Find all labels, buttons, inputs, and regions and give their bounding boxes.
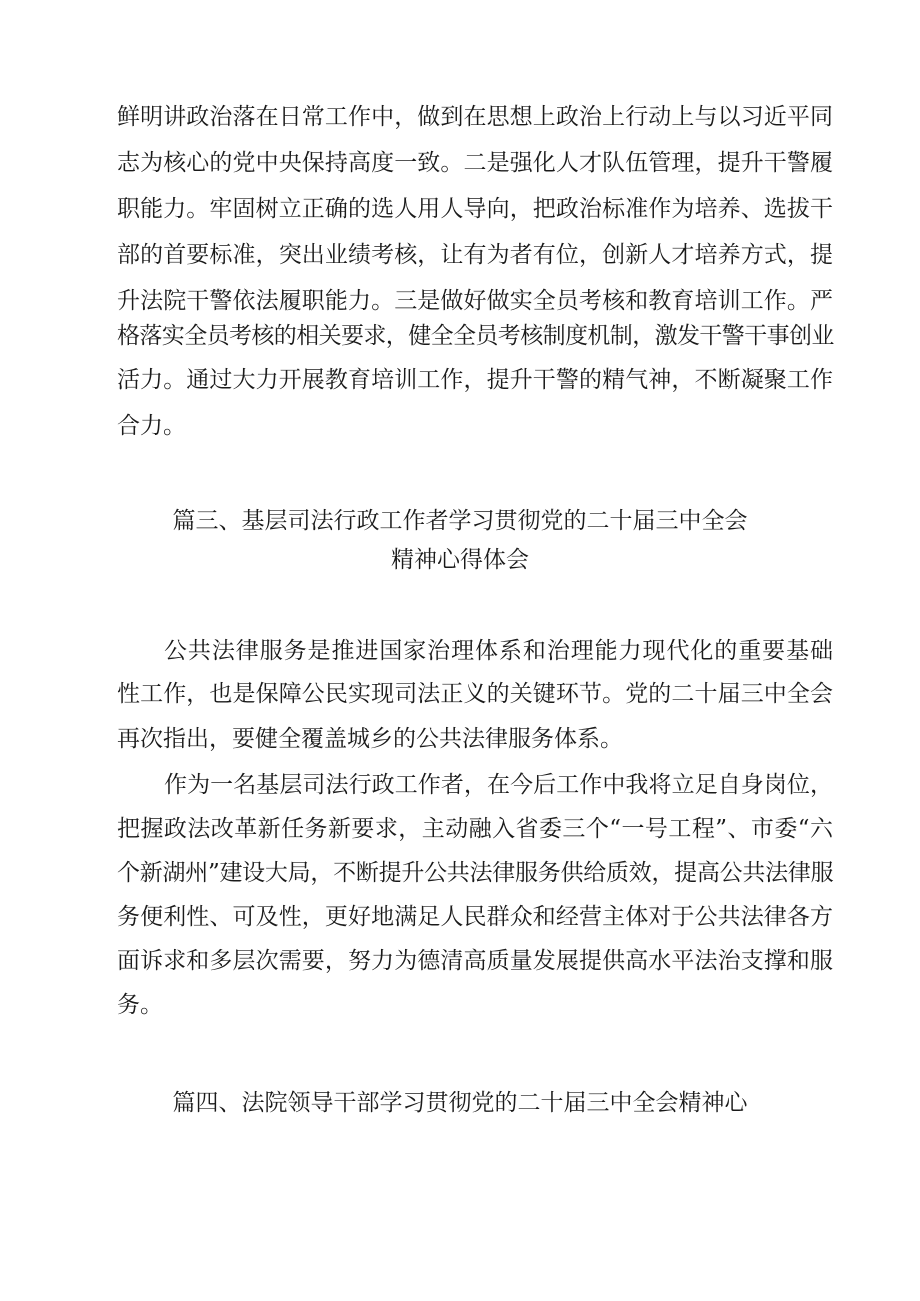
paragraph-line: 职能力。牢固树立正确的选人用人导向，把政治标准作为培养、选拔干: [117, 196, 833, 222]
paragraph-line: 合力。: [117, 413, 186, 439]
paragraph-line: 部的首要标准，突出业绩考核，让有为者有位，创新人才培养方式，提: [117, 242, 833, 268]
paragraph-line: 活力。通过大力开展教育培训工作，提升干警的精气神，不断凝聚工作: [117, 367, 833, 393]
paragraph-line: 面诉求和多层次需要，努力为德清高质量发展提供高水平法治支撑和服: [117, 948, 833, 974]
paragraph-line: 作为一名基层司法行政工作者，在今后工作中我将立足自身岗位，: [164, 772, 833, 798]
paragraph-line: 务。: [117, 992, 163, 1018]
paragraph-line: 升法院干警依法履职能力。三是做好做实全员考核和教育培训工作。严: [117, 288, 833, 314]
paragraph-line: 格落实全员考核的相关要求，健全全员考核制度机制，激发干警干事创业: [117, 323, 834, 349]
paragraph-line: 个新湖州”建设大局，不断提升公共法律服务供给质效，提高公共法律服: [117, 860, 833, 886]
paragraph-line: 志为核心的党中央保持高度一致。二是强化人才队伍管理，提升干警履: [117, 150, 833, 176]
paragraph-line: 性工作，也是保障公民实现司法正义的关键环节。党的二十届三中全会: [117, 681, 833, 707]
section-title-line: 篇四、法院领导干部学习贯彻党的二十届三中全会精神心: [172, 1090, 748, 1116]
paragraph-line: 公共法律服务是推进国家治理体系和治理能力现代化的重要基础: [164, 638, 833, 664]
paragraph-line: 鲜明讲政治落在日常工作中，做到在思想上政治上行动上与以习近平同: [117, 104, 833, 130]
section-title-line: 精神心得体会: [391, 547, 529, 573]
paragraph-line: 务便利性、可及性，更好地满足人民群众和经营主体对于公共法律各方: [117, 904, 833, 930]
paragraph-line: 再次指出，要健全覆盖城乡的公共法律服务体系。: [117, 726, 623, 752]
paragraph-line: 把握政法改革新任务新要求，主动融入省委三个“一号工程”、市委“六: [117, 816, 833, 842]
section-title-line: 篇三、基层司法行政工作者学习贯彻党的二十届三中全会: [172, 508, 748, 534]
